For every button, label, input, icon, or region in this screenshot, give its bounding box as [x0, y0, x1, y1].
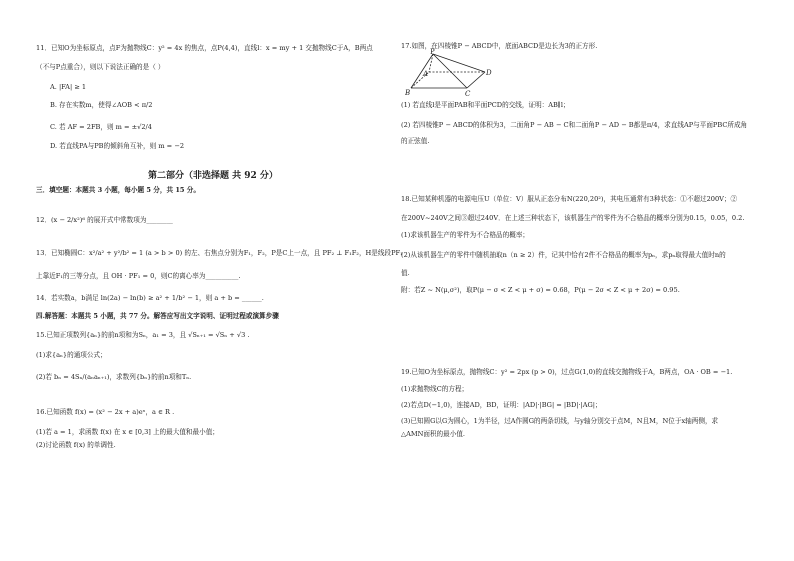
- label-p: P: [430, 48, 435, 56]
- q19-part3-line2: △AMN面积的最小值.: [401, 430, 466, 438]
- q18-stem-line1: 18.已知某种机器的电源电压U（单位：V）服从正态分布N(220,20²)，其电压通常有3种状态：①不超过200V；②: [401, 195, 738, 203]
- q14: 14．若实数a，b满足 ln(2a) − ln(b) ≥ a² + 1/b² − 1，则 a + b = ______.: [36, 294, 264, 302]
- q18-part1: (1)求该机器生产的零件为不合格品的概率；: [401, 231, 530, 239]
- q15-stem: 15.已知正项数列{aₙ}的前n项和为Sₙ，a₁ = 3，且 √Sₙ₊₁ = √Sₙ + √3 .: [36, 331, 250, 339]
- q17-part1: (1) 若直线l是平面PAB和平面PCD的交线，证明：AB∥l；: [401, 101, 570, 109]
- q15-part1: (1)求{aₙ}的通项公式；: [36, 351, 107, 359]
- q18-part2-line1: (2)从该机器生产的零件中随机抽取n（n ≥ 2）件，记其中恰有2件不合格品的概率为pₙ，求pₙ取得最大值时n的: [401, 251, 726, 259]
- label-b: B: [405, 89, 411, 96]
- label-c: C: [465, 90, 471, 96]
- q19-part1: (1)求抛物线C的方程；: [401, 385, 469, 393]
- q17-part2-line1: (2) 若四棱锥P − ABCD的体积为3，二面角P − AB − C和二面角P − AD − B都是π/4，求直线AP与平面PBC所成角: [401, 121, 748, 129]
- q11-stem-line1: 11．已知O为坐标原点，点F为抛物线C：y² = 4x 的焦点，点P(4,4)，直线l：x = my + 1 交抛物线C于A，B两点: [36, 44, 373, 52]
- q11-stem-line2: （不与P点重合），则以下说法正确的是（ ）: [36, 63, 165, 71]
- q16-part2: (2)讨论函数 f(x) 的单调性.: [36, 441, 116, 449]
- q17-part2-line2: 的正弦值.: [401, 137, 430, 145]
- q18-part2-line2: 值.: [401, 269, 410, 277]
- solve-header: 四.解答题：本题共 5 小题，共 77 分。解答应写出文字说明、证明过程或演算步骤: [36, 312, 279, 320]
- q17-stem: 17.如图，在四棱锥P − ABCD中，底面ABCD是边长为3的正方形.: [401, 42, 598, 50]
- q13-line1: 13．已知椭圆C：x²/a² + y²/b² = 1 (a > b > 0) 的左、右焦点分别为F₁，F₂，P是C上一点，且 PF₂ ⊥ F₁F₂，H是线段PF₁: [36, 249, 403, 257]
- q11-option-a: A. |FA| ≥ 1: [50, 83, 87, 91]
- q11-option-b: B. 存在实数m，使得∠AOB < π/2: [50, 101, 153, 109]
- q11-option-c: C. 若 AF = 2FB，则 m = ±√2/4: [50, 123, 152, 131]
- q12: 12．(x − 2/x²)⁶ 的展开式中常数项为________: [36, 216, 173, 224]
- q15-part2: (2)若 bₙ = 4Sₙ/(aₙaₙ₊₁)，求数列{bₙ}的前n项和Tₙ.: [36, 373, 192, 381]
- part2-title: 第二部分（非选择题 共 92 分）: [148, 171, 278, 181]
- q11-option-d: D. 若直线PA与PB的倾斜角互补，则 m = −2: [50, 142, 185, 150]
- q16-part1: (1)若 a = 1，求函数 f(x) 在 x ∈ [0,3] 上的最大值和最小值；: [36, 428, 219, 436]
- q19-part2: (2)若点D(−1,0)，连接AD，BD，证明：|AD|·|BG| = |BD|·|AG|；: [401, 401, 602, 409]
- fill-in-header: 三．填空题：本题共 3 小题，每小题 5 分，共 15 分。: [36, 186, 200, 194]
- label-a: A: [423, 70, 429, 78]
- q19-stem: 19.已知O为坐标原点，抛物线C：y² = 2px (p > 0)，过点G(1,0)的直线交抛物线于A，B两点，OA · OB = −1.: [401, 368, 733, 376]
- q16-stem: 16.已知函数 f(x) = (x² − 2x + a)eˣ，a ∈ R .: [36, 408, 175, 416]
- q18-stem-line2: 在200V~240V之间③超过240V．在上述三种状态下，该机器生产的零件为不合格品的概率分别为0.15，0.05，0.2.: [401, 214, 745, 222]
- q19-part3-line1: (3)已知圆G以G为圆心，1为半径，过A作圆G的两条切线，与y轴分别交于点M，N且M，N位于x轴两侧，求: [401, 417, 719, 425]
- pyramid-figure: [405, 48, 497, 96]
- label-d: D: [486, 69, 492, 77]
- q13-line2: 上靠近F₁的三等分点，且 OH · PF₁ = 0，则C的离心率为__________.: [36, 272, 241, 280]
- q18-appendix: 附：若Z ~ N(μ,σ²)，取P(μ − σ < Z < μ + σ) = 0.68，P(μ − 2σ < Z < μ + 2σ) = 0.95.: [401, 286, 680, 294]
